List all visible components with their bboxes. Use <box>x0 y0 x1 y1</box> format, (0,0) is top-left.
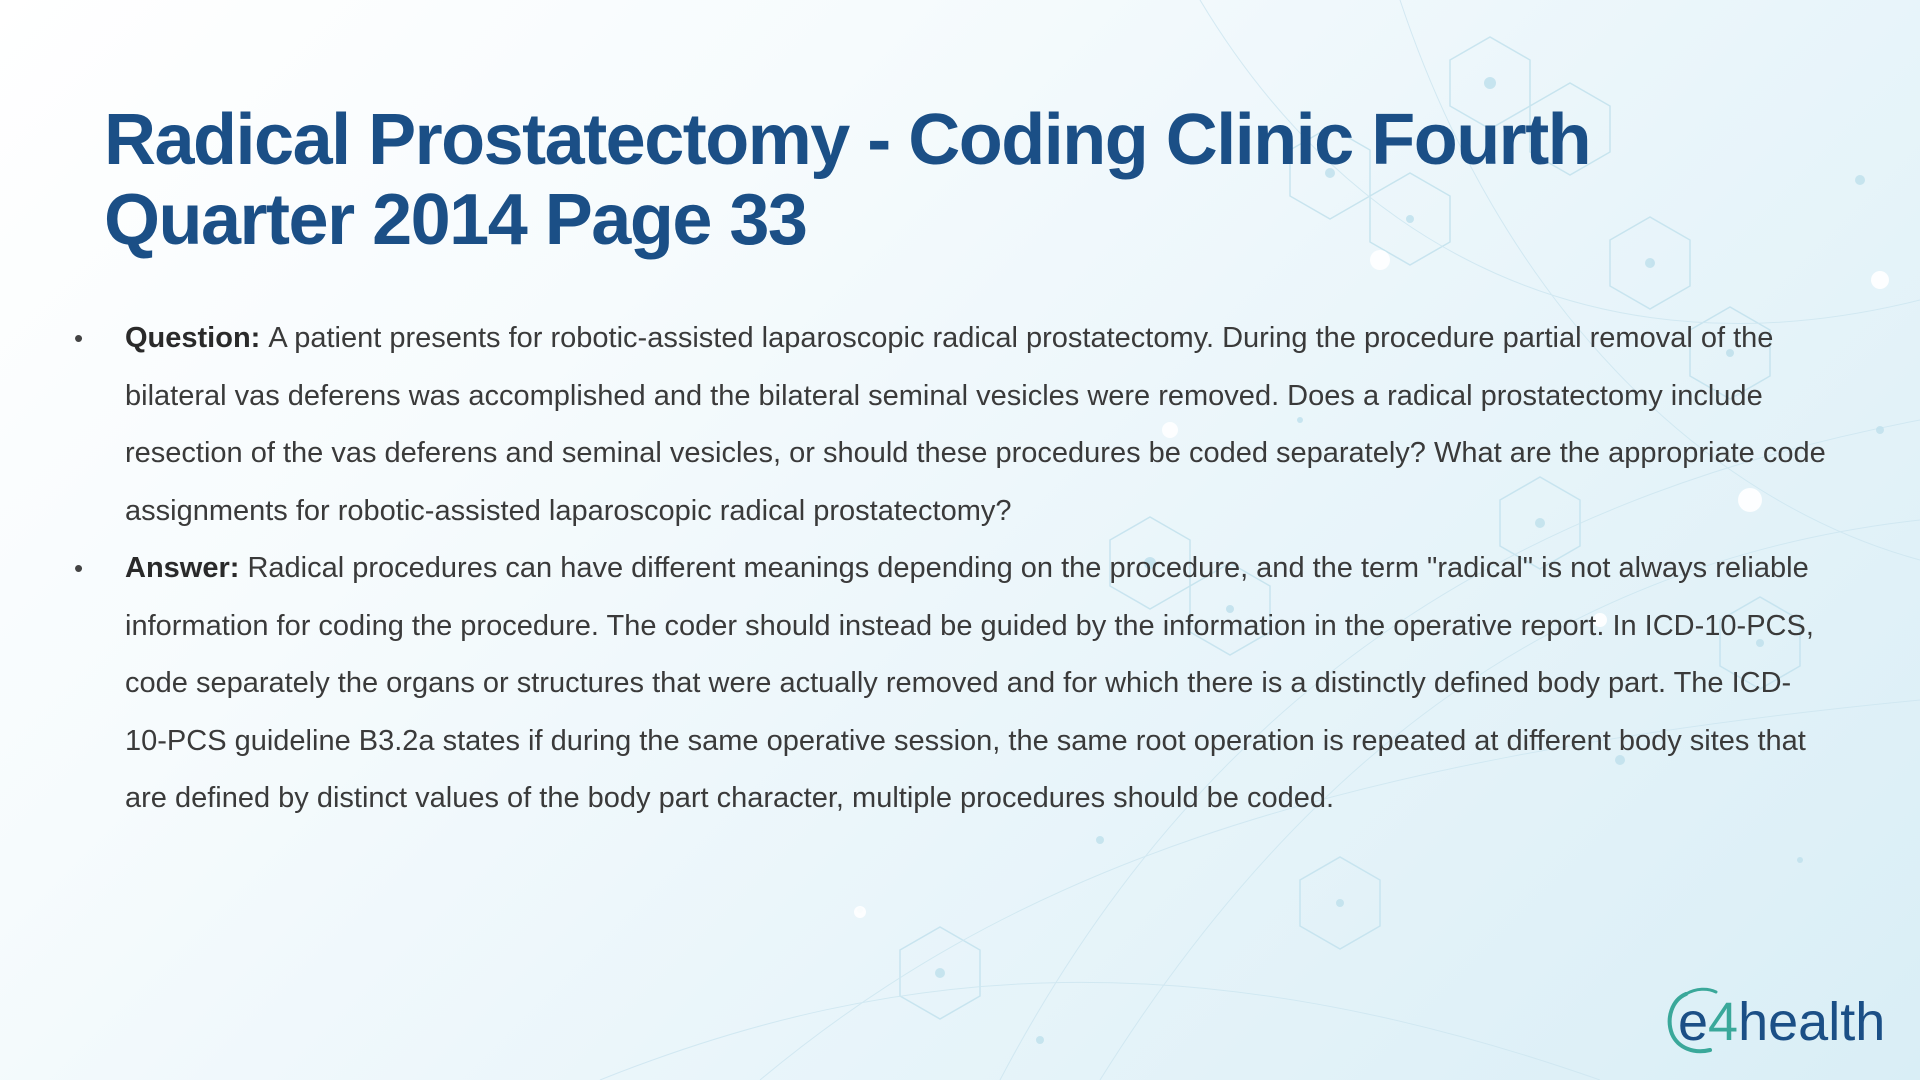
e4health-logo <box>1664 978 1894 1060</box>
slide-title-line-2: Quarter 2014 Page 33 <box>104 180 807 260</box>
answer-bullet <box>70 540 1830 828</box>
question-label: Question: <box>125 322 269 354</box>
question-bullet <box>70 310 1830 540</box>
slide-title-line-1: Radical Prostatectomy - Coding Clinic Fourth <box>104 100 1591 180</box>
bullet-dot-icon: • <box>74 553 84 583</box>
bullet-dot-icon: • <box>74 323 84 353</box>
logo-text-e: e <box>1678 992 1709 1052</box>
bullet-list <box>70 310 1830 828</box>
svg-text:e4health <box>1678 992 1885 1052</box>
question-text: A patient presents for robotic-assisted laparoscopic radical prostatectomy. During the procedure partial removal of the bilateral vas deferens was accomplished and the bilateral seminal vesicles were removed. Does a radical prostatectomy include resection of the vas deferens and seminal vesicles, or should these procedures be coded separately? What are the appropriate code assignments for robotic-assisted laparoscopic radical prostatectomy? <box>125 322 1826 527</box>
answer-label: Answer: <box>125 552 248 584</box>
logo-text-health: health <box>1738 992 1886 1052</box>
slide-title <box>104 100 1704 260</box>
answer-text: Radical procedures can have different meanings depending on the procedure, and the term "radical" is not always reliable information for coding the procedure. The coder should instead be guided by the information in the operative report. In ICD-10-PCS, code separately the organs or structures that were actually removed and for which there is a distinctly defined body part. The ICD-10-PCS guideline B3.2a states if during the same operative session, the same root operation is repeated at different body sites that are defined by distinct values of the body part character, multiple procedures should be coded. <box>125 552 1814 814</box>
logo-text-4: 4 <box>1708 992 1739 1052</box>
